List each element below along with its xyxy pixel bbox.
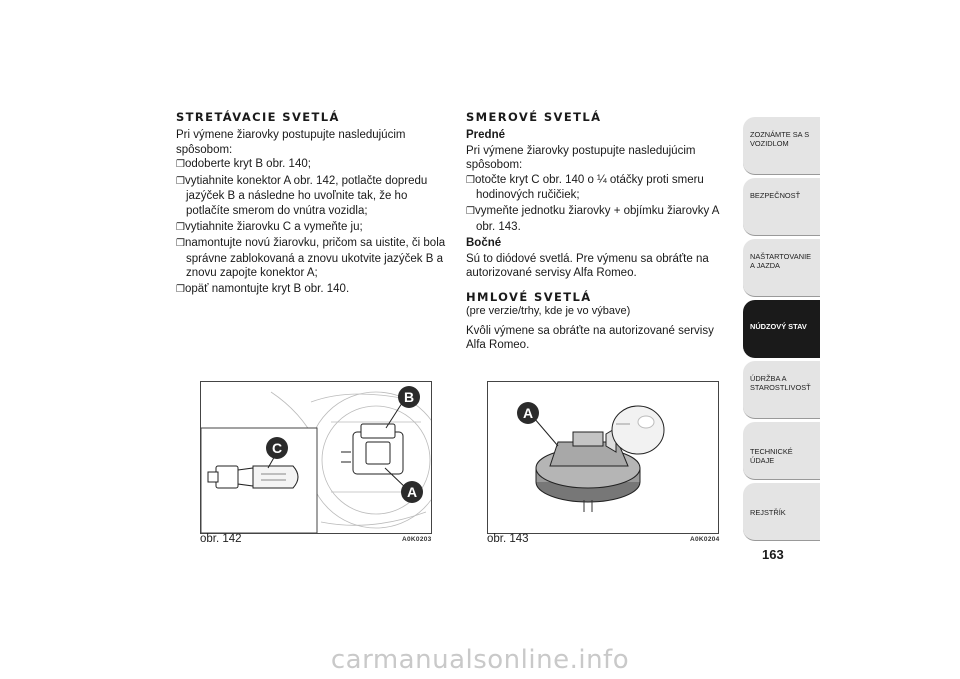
figure-142 — [200, 381, 432, 534]
svg-text:A: A — [406, 484, 418, 500]
section-heading-indicators: SMEROVÉ SVETLÁ — [466, 110, 602, 124]
svg-text:B: B — [403, 389, 415, 405]
callout-b — [398, 386, 420, 408]
bullet-box-icon: ❒ — [466, 174, 475, 186]
tab-nudzovy-stav[interactable]: NÚDZOVÝ STAV — [743, 300, 820, 358]
callout-c — [266, 437, 288, 459]
section-heading-low-beam: STRETÁVACIE SVETLÁ — [176, 110, 340, 124]
bullet-box-icon: ❒ — [466, 205, 475, 217]
bullet-box-icon: ❒ — [176, 159, 185, 171]
bullet-box-icon: ❒ — [176, 283, 185, 295]
right-column — [466, 110, 736, 353]
svg-text:C: C — [271, 440, 283, 456]
callout-a — [517, 402, 539, 424]
side-text: Sú to diódové svetlá. Pre výmenu sa obráťte na autorizované servisy Alfa Romeo. — [466, 252, 709, 280]
left-column — [176, 110, 448, 299]
page-number: 163 — [762, 547, 784, 562]
figure-label: obr. 143 — [487, 533, 529, 545]
bullet-box-icon: ❒ — [176, 221, 185, 233]
callout-a — [401, 481, 423, 503]
list-item: ❒otočte kryt C obr. 140 o ¼ otáčky proti smeru hodinových ručičiek; — [466, 173, 704, 202]
tab-bezpecnost[interactable]: BEZPEČNOSŤ — [743, 178, 820, 236]
tab-rejstrik[interactable]: REJSTŘÍK — [743, 483, 820, 541]
figure-code: A0K0204 — [690, 536, 720, 543]
figure-label: obr. 142 — [200, 533, 242, 545]
tab-udrzba[interactable]: ÚDRŽBA A STAROSTLIVOSŤ — [743, 361, 820, 419]
list-item: ❒vytiahnite konektor A obr. 142, potlačte dopredu jazýček B a následne ho uvoľnite tak, že ho potlačíte smerom do vnútra vozidla; — [176, 174, 428, 217]
list-item: ❒odoberte kryt B obr. 140; — [176, 157, 448, 173]
bullet-box-icon: ❒ — [176, 238, 185, 250]
section-heading-fog: HMLOVÉ SVETLÁ — [466, 289, 592, 304]
intro-text: Pri výmene žiarovky postupujte nasledujúcim spôsobom: — [176, 129, 406, 156]
figure-143 — [487, 381, 719, 534]
tab-zoznamte-sa[interactable]: ZOZNÁMTE SA S VOZIDLOM — [743, 117, 820, 175]
tab-technicke-udaje[interactable]: TECHNICKÉ ÚDAJE — [743, 422, 820, 480]
figure-code: A0K0203 — [402, 536, 432, 543]
intro-text: Pri výmene žiarovky postupujte nasledujúcim spôsobom: — [466, 144, 696, 172]
tab-nastartovanie[interactable]: NAŠTARTOVANIE A JAZDA — [743, 239, 820, 297]
fog-subtitle: (pre verzie/trhy, kde je vo výbave) — [466, 304, 631, 317]
watermark: carmanualsonline.info — [330, 645, 630, 675]
headlight-illustration — [201, 382, 431, 533]
svg-text:A: A — [522, 405, 534, 421]
chapter-tabs — [743, 117, 820, 544]
list-item: ❒vytiahnite žiarovku C a vymeňte ju; — [176, 220, 448, 236]
list-item: ❒namontujte novú žiarovku, pričom sa uistite, či bola správne zablokovaná a znovu ukotvite jazýček B a znovu zapojte konektor A; — [176, 237, 446, 280]
subheading-front: Predné — [466, 129, 505, 141]
bulb-holder-illustration — [488, 382, 718, 533]
bullet-box-icon: ❒ — [176, 175, 185, 187]
list-item: ❒vymeňte jednotku žiarovky + objímku žiarovky A obr. 143. — [466, 204, 719, 233]
subheading-side: Bočné — [466, 237, 502, 250]
fog-text: Kvôli výmene sa obráťte na autorizované servisy Alfa Romeo. — [466, 324, 714, 352]
list-item: ❒opäť namontujte kryt B obr. 140. — [176, 282, 448, 298]
